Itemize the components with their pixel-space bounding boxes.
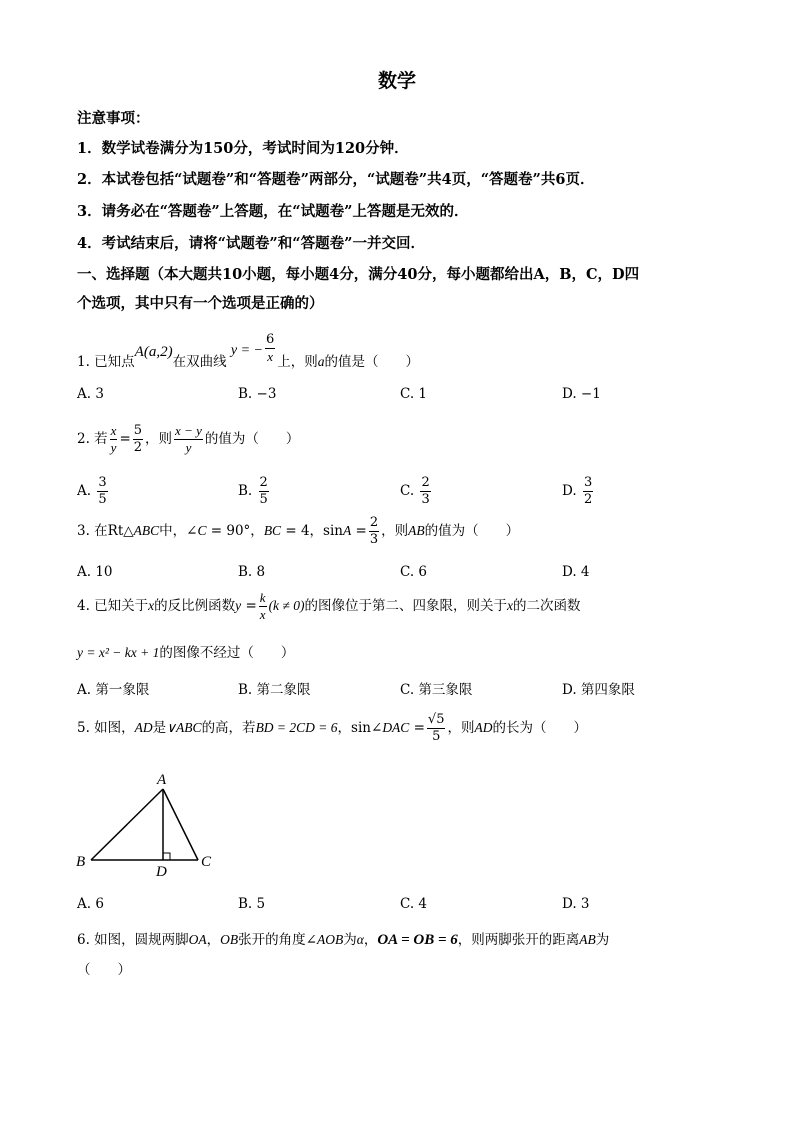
q2-option-a-num: 3 xyxy=(98,475,107,490)
q1-point: A(a,2) xyxy=(134,344,173,360)
q6-ob: OB xyxy=(220,932,239,947)
q4-mid: 的反比例函数 xyxy=(154,598,236,614)
q6-aob: AOB xyxy=(316,932,344,947)
q2-option-a-den: 5 xyxy=(98,492,107,507)
q5-suffix: 的长为（ ） xyxy=(492,720,587,736)
q3-option-c: C. 6 xyxy=(400,564,428,580)
q2-option-c-num: 2 xyxy=(421,475,430,490)
q5-dac: DAC xyxy=(382,720,410,735)
side-ab xyxy=(91,789,163,860)
q6-p6: ，则两脚张开的距离 xyxy=(457,932,580,948)
q4-suffix-b: 的二次函数 xyxy=(512,598,581,614)
q4-x2: x xyxy=(506,598,513,613)
q3-p6: ，则 xyxy=(381,523,409,539)
q5-option-c: C. 4 xyxy=(400,896,428,912)
q6-prefix: 6. 如图，圆规两脚 xyxy=(77,932,189,948)
q5-f-den: 5 xyxy=(432,729,441,744)
q4-suffix-a: 的图像位于第二、四象限，则关于 xyxy=(304,598,507,614)
section-heading-line1: 一、选择题（本大题共10小题，每小题4分，满分40分，每小题都给出A，B，C，D四 xyxy=(77,266,640,283)
q1-eq-lhs: y = − xyxy=(230,343,263,358)
q2-option-c-label: C. xyxy=(400,483,415,499)
q5-prefix: 5. 如图， xyxy=(77,720,135,736)
q3-c: C xyxy=(197,523,207,538)
q3-option-d: D. 4 xyxy=(562,564,590,580)
question-4-line1 xyxy=(77,590,580,623)
notice-item-3: 3．请务必在“答题卷”上答题，在“试题卷”上答题是无效的． xyxy=(77,203,469,220)
q2-f1-den: y xyxy=(110,440,117,455)
q6-eq: OA = OB = 6 xyxy=(377,932,458,948)
label-b: B xyxy=(76,854,86,870)
q2-f2-den: 2 xyxy=(133,440,143,455)
label-a: A xyxy=(157,772,167,788)
q2-option-d-num: 3 xyxy=(583,475,593,490)
q2-suffix: 的值为（ ） xyxy=(204,431,300,447)
question-3 xyxy=(77,515,519,548)
q5-option-b: B. 5 xyxy=(238,896,266,912)
q2-prefix: 2. 若 xyxy=(77,431,108,447)
q4-y1: y xyxy=(235,598,242,613)
label-c: C xyxy=(201,854,212,870)
q2-option-a-label: A. xyxy=(77,483,92,499)
q5-tri: ∨ABC xyxy=(166,720,202,735)
question-6-line1 xyxy=(77,928,609,949)
q2-f3-num: x − y xyxy=(175,423,202,438)
q3-f-den: 3 xyxy=(369,532,379,547)
q5-option-a: A. 6 xyxy=(77,896,104,912)
question-1 xyxy=(77,332,419,370)
q3-p2: 中，∠ xyxy=(159,523,198,539)
q1-var: a xyxy=(317,354,325,369)
q4-option-d: D. 第四象限 xyxy=(562,682,635,698)
q3-p5: = xyxy=(351,523,367,539)
q5-option-d: D. 3 xyxy=(562,896,590,912)
q5-p6: ，则 xyxy=(447,720,475,736)
q4-f-num: k xyxy=(259,590,266,605)
q3-bc: BC xyxy=(263,523,282,538)
q4-line2-eq: y = x² − kx + 1 xyxy=(77,645,160,660)
q6-ab: AB xyxy=(579,932,596,947)
q2-option-a xyxy=(77,475,110,508)
q4-f-den: x xyxy=(259,607,266,622)
section-heading-line2: 个选项，其中只有一个选项是正确的） xyxy=(77,295,324,312)
q1-suffix-b: 的值是（ ） xyxy=(324,354,420,370)
notice-heading: 注意事项： xyxy=(77,110,150,127)
q3-ab: AB xyxy=(408,523,425,538)
q4-x1: x xyxy=(148,598,155,613)
q4-prefix: 4. 已知关于 xyxy=(77,598,149,614)
q5-ad2: AD xyxy=(474,720,493,735)
q5-p3: 的高，若 xyxy=(201,720,256,736)
q6-p4: 为 xyxy=(343,932,357,948)
q2-option-b-num: 2 xyxy=(259,475,268,490)
q3-option-b: B. 8 xyxy=(238,564,266,580)
q1-fraction xyxy=(265,332,275,365)
q2-option-b xyxy=(238,475,271,508)
q6-alpha: α xyxy=(356,932,364,947)
notice-item-1: 1．数学试卷满分为150分，考试时间为120分钟． xyxy=(77,140,409,157)
q2-option-d-label: D. xyxy=(562,483,577,499)
q1-option-a: A. 3 xyxy=(77,386,104,402)
q3-prefix: 3. 在Rt△ xyxy=(77,523,134,539)
q1-frac-den: x xyxy=(267,349,274,364)
q6-p3: 张开的角度∠ xyxy=(238,932,317,948)
q5-bd: BD = 2CD = 6 xyxy=(255,720,338,735)
q4-option-c: C. 第三象限 xyxy=(400,682,473,698)
q5-p5: = xyxy=(409,720,425,736)
q5-triangle-figure xyxy=(70,768,230,878)
q5-p2: 是 xyxy=(152,720,167,736)
q2-option-b-den: 5 xyxy=(259,492,268,507)
q2-f3-den: y xyxy=(185,440,192,455)
q2-option-d xyxy=(562,475,595,508)
q4-fraction xyxy=(259,590,267,623)
q2-option-b-label: B. xyxy=(238,483,253,499)
q4-line2-suffix: 的图像不经过（ ） xyxy=(159,645,295,661)
q4-option-b: B. 第二象限 xyxy=(238,682,311,698)
q1-frac-num: 6 xyxy=(265,332,275,347)
q6-p2: ， xyxy=(206,932,221,948)
question-2 xyxy=(77,423,299,456)
q2-f1-num: x xyxy=(110,423,117,438)
q1-mid: 在双曲线 xyxy=(172,354,227,370)
q4-option-a: A. 第一象限 xyxy=(77,682,150,698)
q2-option-d-den: 2 xyxy=(583,492,593,507)
q3-p3: = 90°， xyxy=(206,523,264,539)
q6-p5: ， xyxy=(363,932,378,948)
right-angle-mark xyxy=(163,853,170,860)
q2-fraction-3 xyxy=(174,423,203,456)
q3-p4: = 4，sin xyxy=(281,523,344,539)
q3-tri: ABC xyxy=(133,523,160,538)
notice-item-4: 4．考试结束后，请将“试题卷”和“答题卷”一并交回． xyxy=(77,235,425,252)
page-title: 数学 xyxy=(377,70,416,92)
q5-ad: AD xyxy=(134,720,153,735)
q2-f2-num: 5 xyxy=(133,423,143,438)
q5-fraction xyxy=(427,712,446,745)
q2-fraction-2 xyxy=(133,423,143,456)
q1-prefix: 1. 已知点 xyxy=(77,354,135,370)
q2-mid: ，则 xyxy=(145,431,173,447)
q2-option-c xyxy=(400,475,433,508)
q4-cond: (k ≠ 0) xyxy=(268,598,305,613)
q3-fraction xyxy=(369,515,379,548)
q1-option-b: B. −3 xyxy=(238,386,277,402)
q3-option-a: A. 10 xyxy=(77,564,113,580)
q5-f-num: √5 xyxy=(427,712,445,727)
q2-fraction-1 xyxy=(110,423,118,456)
notice-item-2: 2．本试卷包括“试题卷”和“答题卷”两部分，“试题卷”共4页，“答题卷”共6页． xyxy=(77,171,595,188)
question-4-line2 xyxy=(77,641,294,661)
question-6-line2: （ ） xyxy=(77,962,131,978)
q4-eq1: = xyxy=(241,598,257,614)
side-ac xyxy=(163,789,198,860)
q1-option-d: D. −1 xyxy=(562,386,601,402)
q3-f-num: 2 xyxy=(369,515,379,530)
q2-eq: = xyxy=(119,431,131,447)
q1-suffix-a: 上，则 xyxy=(277,354,318,370)
q2-option-c-den: 3 xyxy=(421,492,430,507)
q6-oa: OA xyxy=(188,932,207,947)
label-d: D xyxy=(156,864,167,878)
q1-option-c: C. 1 xyxy=(400,386,428,402)
q3-a: A xyxy=(343,523,352,538)
question-5 xyxy=(77,712,587,745)
q3-suffix: 的值为（ ） xyxy=(424,523,520,539)
q6-p7: 为 xyxy=(595,932,610,948)
q5-p4: ，sin∠ xyxy=(337,720,383,736)
